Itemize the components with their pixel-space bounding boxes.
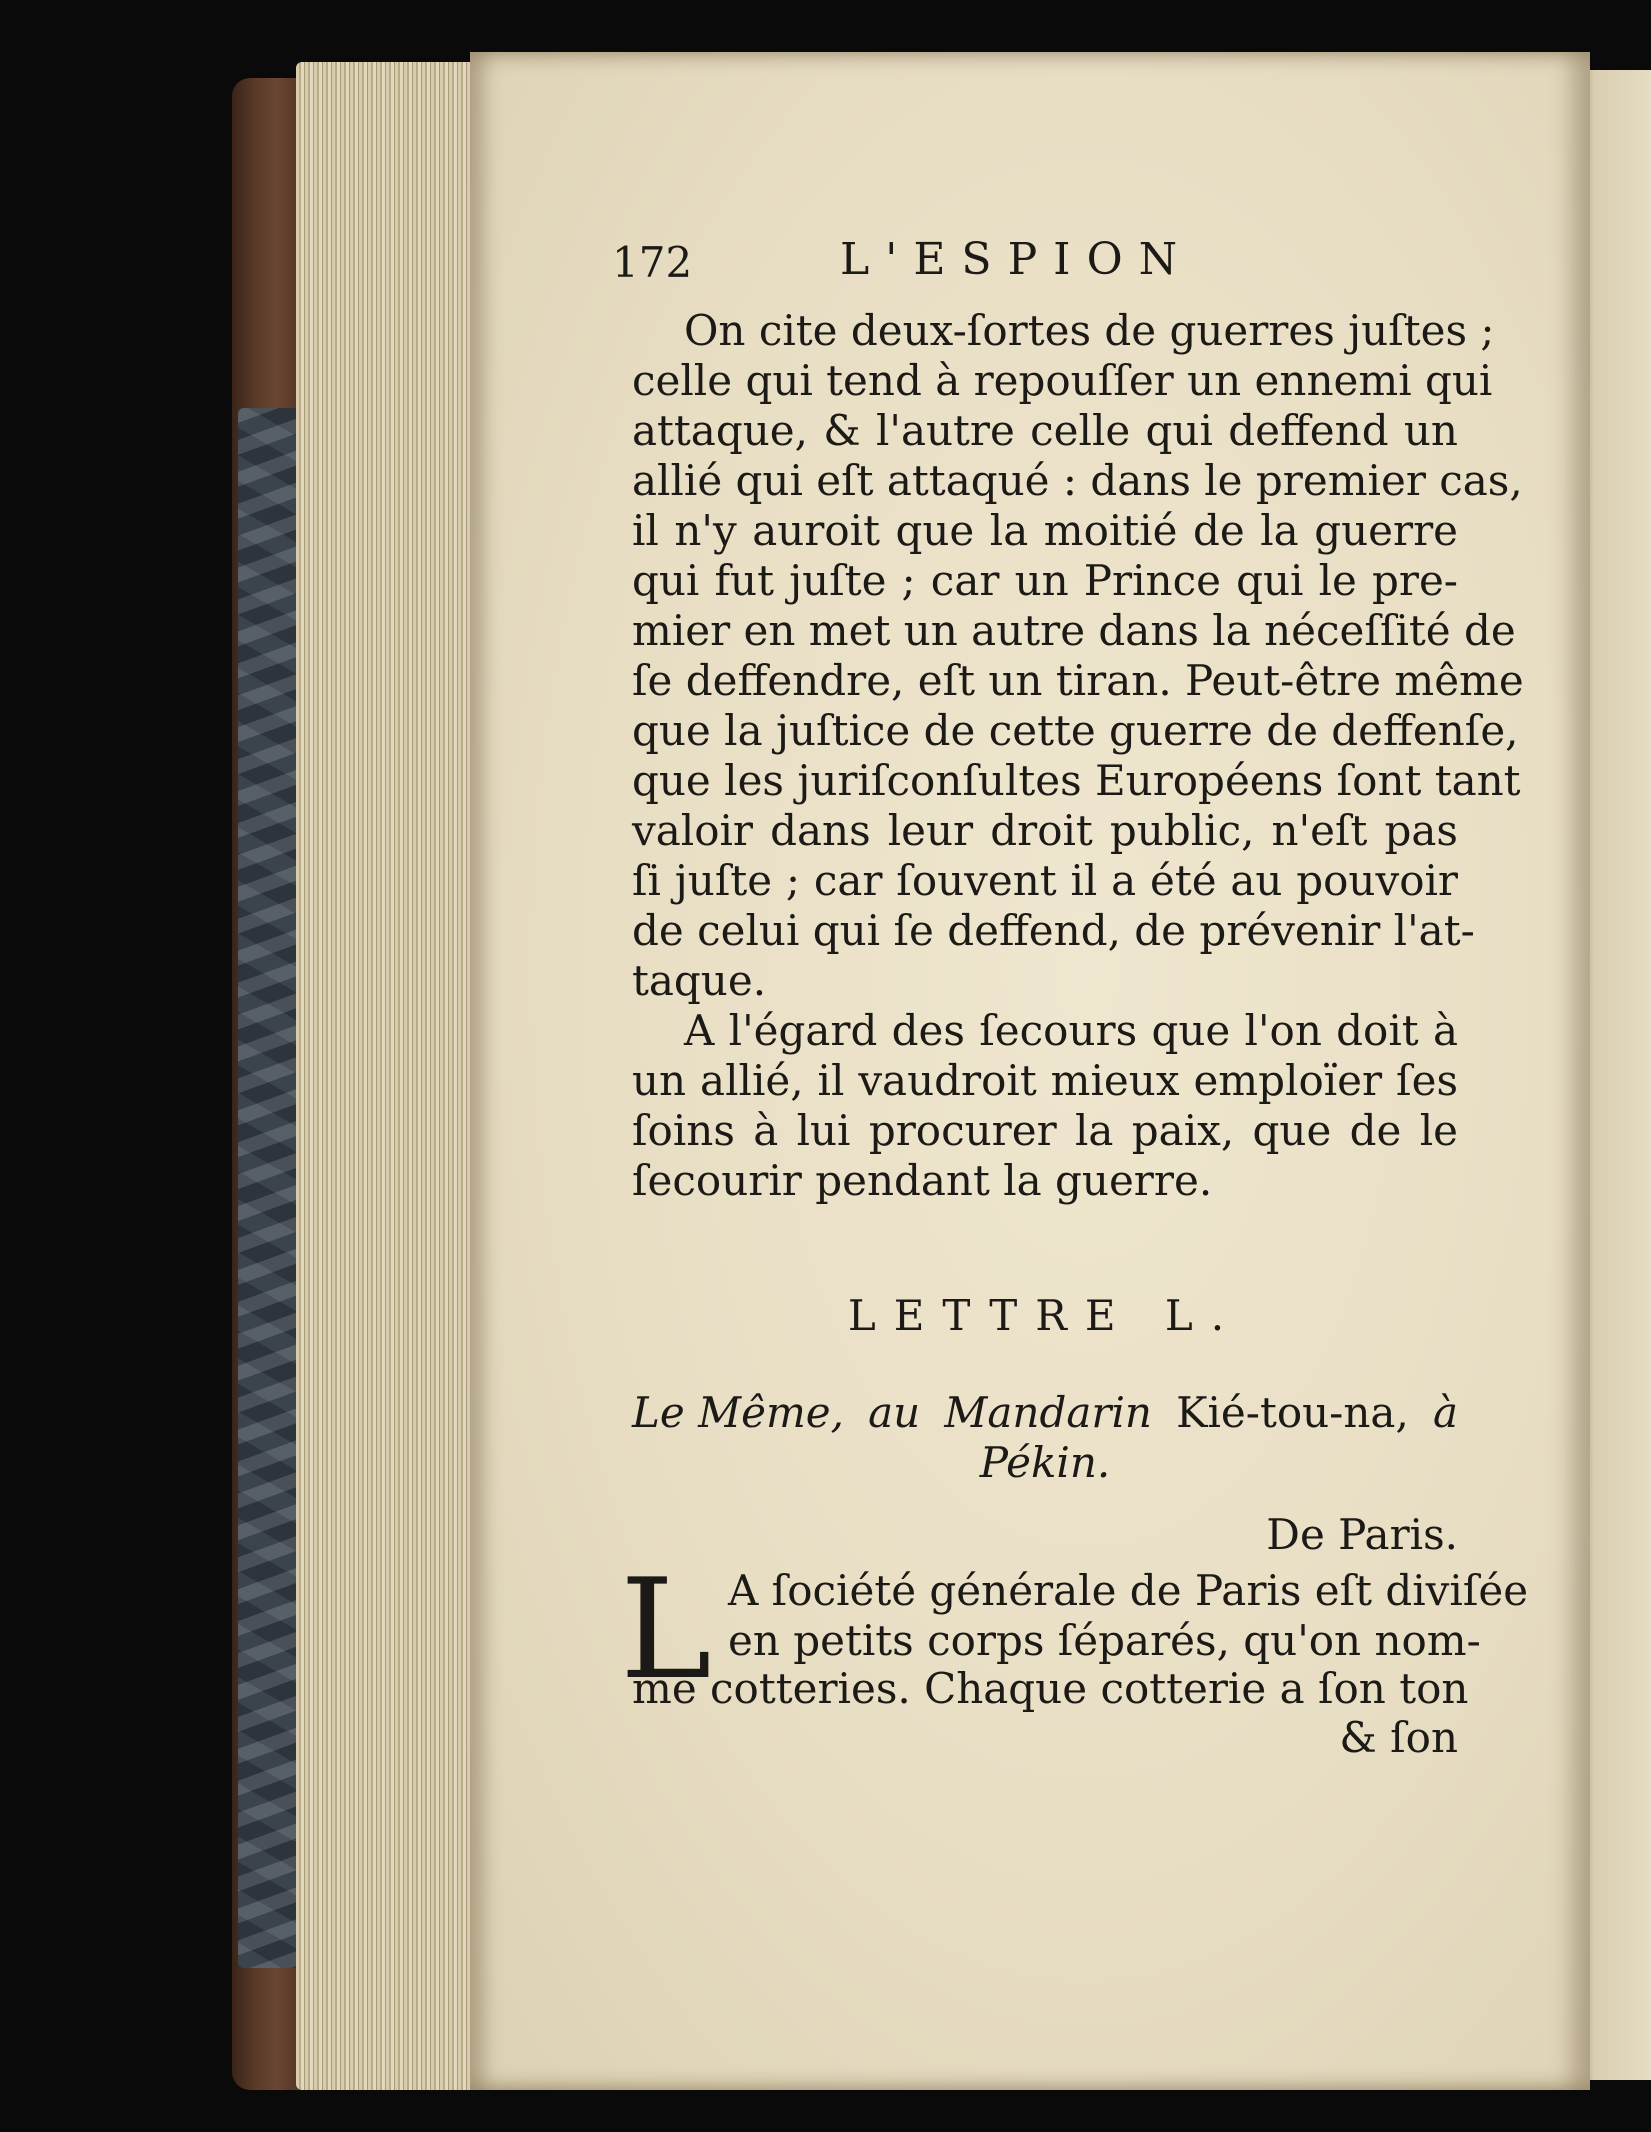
- drop-cap: L: [620, 1549, 712, 1710]
- address-title: Mandarin: [944, 1388, 1152, 1437]
- address-city: Pékin.: [979, 1438, 1111, 1487]
- text-line: me cotteries. Chaque cotterie a ſon ton: [632, 1664, 1469, 1713]
- text-line: que la juſtice de cette guerre de deffenſe,: [632, 706, 1519, 755]
- text-line: ſoins à lui procurer la paix, que de le: [632, 1106, 1458, 1155]
- text-line: A ſociété générale de Paris eſt diviſée: [728, 1566, 1529, 1615]
- address-sender: Le Même,: [632, 1388, 844, 1437]
- text-line: A l'égard des ſecours que l'on doit à: [684, 1006, 1458, 1055]
- text-line: celle qui tend à repouſſer un ennemi qui: [632, 356, 1493, 405]
- text-line: taque.: [632, 956, 767, 1005]
- text-line: valoir dans leur droit public, n'eſt pas: [632, 806, 1458, 855]
- address-au: au: [868, 1388, 921, 1437]
- text-line: de celui qui ſe deffend, de prévenir l'at-: [632, 906, 1475, 955]
- page-number: 172: [612, 238, 693, 287]
- letter-address: [632, 1388, 1458, 1438]
- text-line: ſecourir pendant la guerre.: [632, 1156, 1213, 1205]
- running-title: L'ESPION: [840, 234, 1194, 285]
- address-recipient: Kié-tou-na,: [1176, 1388, 1409, 1437]
- text-line: que les juriſconſultes Européens ſont tant: [632, 756, 1521, 805]
- text-line: allié qui eſt attaqué : dans le premier cas,: [632, 456, 1523, 505]
- text-line: il n'y auroit que la moitié de la guerre: [632, 506, 1458, 555]
- text-line: attaque, & l'autre celle qui deffend un: [632, 406, 1458, 455]
- page-edges: [296, 62, 474, 2090]
- address-a: à: [1432, 1388, 1458, 1437]
- text-line: ſe deffendre, eſt un tiran. Peut-être même: [632, 656, 1524, 705]
- catchword: & ſon: [1339, 1713, 1458, 1762]
- text-line: On cite deux-ſortes de guerres juſtes ;: [684, 306, 1495, 355]
- marbled-board: [238, 408, 300, 1968]
- letter-heading: LETTRE L.: [847, 1291, 1243, 1340]
- text-line: ſi juſte ; car ſouvent il a été au pouvoir: [632, 856, 1458, 905]
- letter-place: De Paris.: [1266, 1510, 1458, 1559]
- text-line: mier en met un autre dans la néceſſité de: [632, 606, 1516, 655]
- text-line: qui fut juſte ; car un Prince qui le pre-: [632, 556, 1458, 605]
- text-line: en petits corps ſéparés, qu'on nom-: [728, 1616, 1481, 1665]
- text-line: un allié, il vaudroit mieux emploïer ſes: [632, 1056, 1458, 1105]
